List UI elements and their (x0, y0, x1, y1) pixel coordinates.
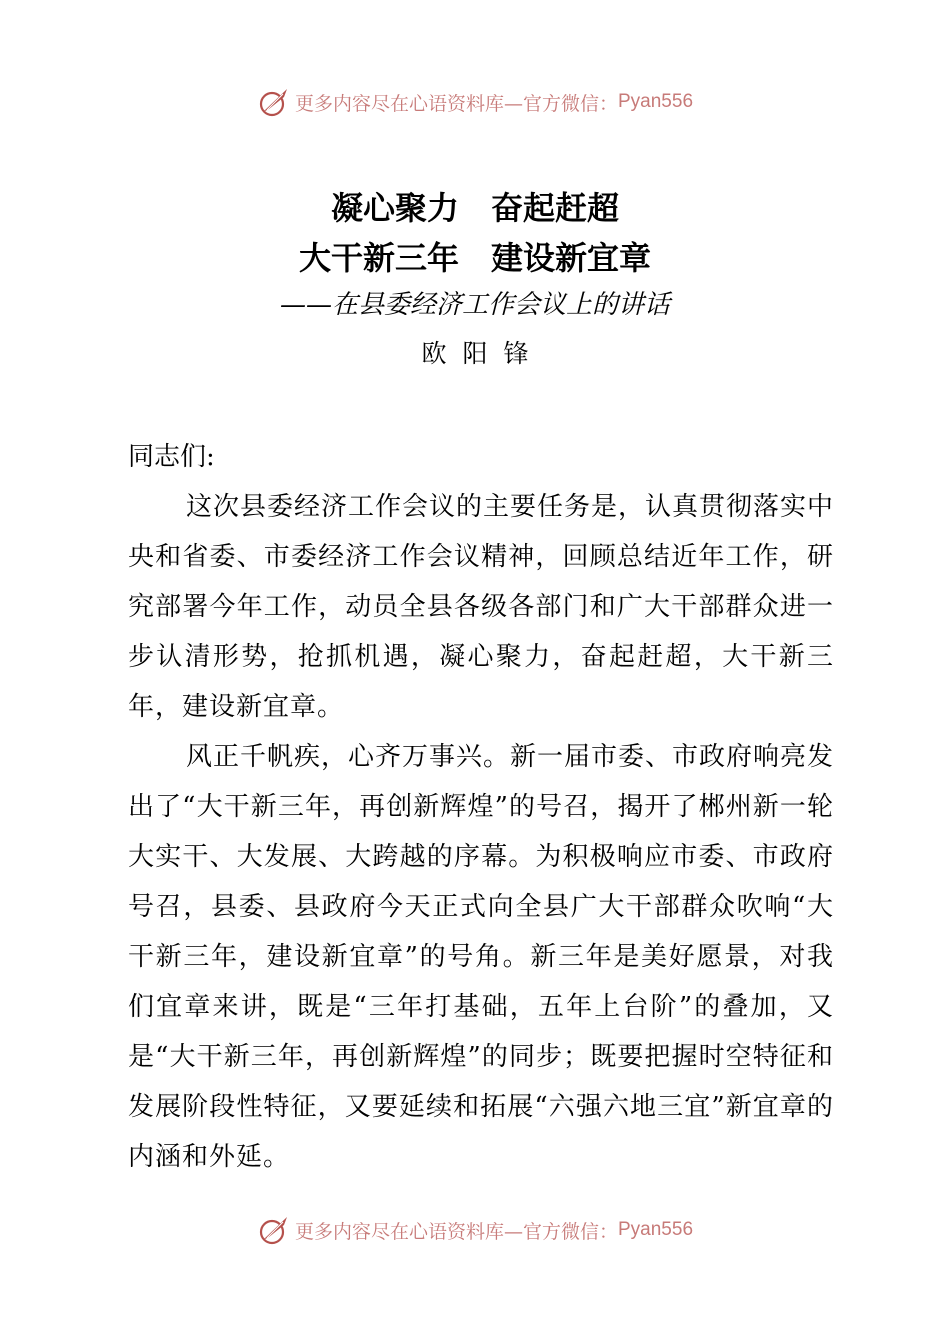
document-title-line-1: 凝心聚力 奋起赶超 (330, 189, 619, 227)
salutation: 同志们: (128, 442, 215, 472)
quill-pen-logo-icon (257, 1213, 291, 1247)
watermark-text: 更多内容尽在心语资料库—官方微信： (294, 1220, 618, 1243)
paragraph-2: 风正千帆疾，心齐万事兴。新一届市委、市政府响亮发出了“大干新三年，再创新辉煌”的号召，揭开了郴州新一轮大实干、大发展、大跨越的序幕。为积极响应市委、市政府号召，县委、县政府今天正式向全县广大干部群众吹响“大干新三年，建设新宜章”的号角。新三年是美好愿景，对我们宜章来讲，既是“三年打基础，五年上台阶”的叠加，又是“大干新三年，再创新辉煌”的同步；既要把握时空特征和发展阶段性特征，又要延续和拓展“六强六地三宜”新宜章的内涵和外延。 (128, 742, 835, 1172)
watermark-wechat-id: Pyan556 (618, 91, 694, 112)
document-title-line-2: 大干新三年 建设新宜章 (298, 239, 651, 277)
document-author: 欧阳锋 (421, 339, 545, 368)
paragraph-1: 这次县委经济工作会议的主要任务是，认真贯彻落实中央和省委、市委经济工作会议精神，回顾总结近年工作，研究部署今年工作，动员全县各级各部门和广大干部群众进一步认清形势，抢抓机遇，凝心聚力，奋起赶超，大干新三年，建设新宜章。 (128, 492, 835, 722)
header-watermark (0, 82, 950, 122)
watermark-text: 更多内容尽在心语资料库—官方微信： (294, 92, 618, 115)
speech-body (128, 432, 834, 1182)
footer-watermark (0, 1210, 950, 1250)
quill-pen-logo-icon (257, 85, 291, 119)
watermark-wechat-id: Pyan556 (618, 1219, 694, 1240)
document-subtitle: ——在县委经济工作会议上的讲话 (279, 290, 670, 320)
